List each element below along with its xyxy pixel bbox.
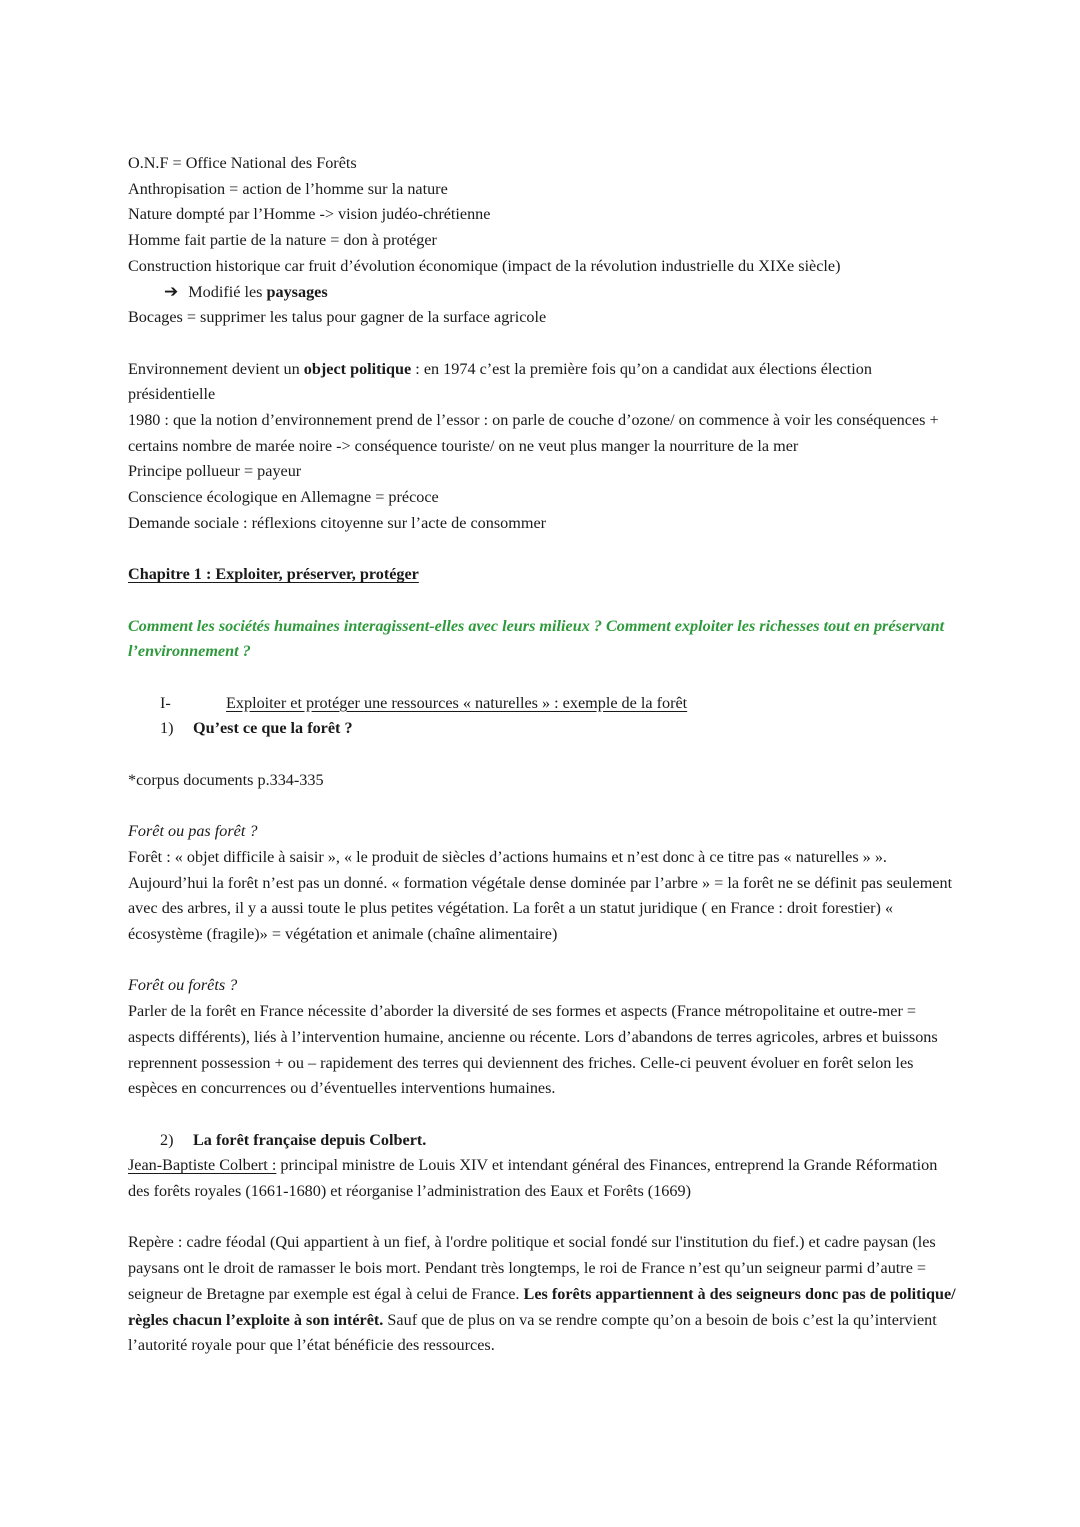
heading-foret-ou-forets-text: Forêt ou forêts ? [128,976,238,995]
politique-pollueur: Principe pollueur = payeur [128,462,302,481]
repere-text-a: Repère : cadre féodal (Qui appartient à un fief, à l'ordre politique et social fondé sur l'institution du fief.) et cadre paysan (les paysans ont le droit de ramasser le bois mort. Pendant très longtemps, le roi de France n’est qu’un seigneur parmi d’autre = seigneur de Bretagne par exemple est égal à celui de France. [128,1233,936,1303]
subsection-2-number: 2) [160,1130,174,1149]
heading-foret-ou-pas [128,819,958,845]
arrow-line [128,280,958,306]
corpus-reference: *corpus documents p.334-335 [128,770,324,789]
paragraph-forets: Parler de la forêt en France nécessite d’aborder la diversité de ses formes et aspects (France métropolitaine et outre-mer = aspects différents), liés à l’intervention humaine, ancienne ou récente. Lors d’abandons de terres agricoles, arbres et buissons reprennent possession + ou – rapidement des terres qui deviennent des friches. Celle-ci peuvent évoluer en forêt selon les espèces en concurrences ou d’éventuelles interventions humaines. [128,1002,938,1098]
politique-1980: 1980 : que la notion d’environnement prend de l’essor : on parle de couche d’ozone/ on commence à voir les conséquences + certains nombre de marée noire -> conséquence touriste/ on ne veut plus manger la nourriture de la mer [128,411,939,455]
paragraph-repere [128,1230,958,1359]
politique-bold: object politique [303,359,412,378]
intro-line-onf: O.N.F = Office National des Forêts [128,154,357,172]
intro-line-homme: Homme fait partie de la nature = don à protéger [128,231,437,250]
arrow-line-text: Modifié les [188,282,267,301]
paragraph-colbert [128,1153,958,1204]
subsection-2-title: La forêt française depuis Colbert. [193,1130,427,1149]
heading-foret-ou-forets [128,973,958,999]
subsection-1-heading [128,716,958,742]
colbert-name: Jean-Baptiste Colbert : [128,1156,277,1175]
document-page [128,151,958,1359]
intro-line-construction: Construction historique car fruit d’évolution économique (impact de la révolution industrielle du XIXe siècle) [128,256,841,275]
chapter-question: Comment les sociétés humaines interagissent-elles avec leurs milieux ? Comment exploiter les richesses tout en préservant l’environnement ? [128,616,945,661]
subsection-1-title: Qu’est ce que la forêt ? [193,719,353,738]
section-1-title: Exploiter et protéger une ressources « naturelles » : exemple de la forêt [226,693,688,712]
chapter-title: Chapitre 1 : Exploiter, préserver, protéger [128,565,419,584]
arrow-line-bold: paysages [266,282,328,301]
heading-foret-ou-pas-text: Forêt ou pas forêt ? [128,822,258,841]
subsection-1-number: 1) [160,719,174,738]
repere-bold: Les forêts appartiennent à des seigneurs donc pas de politique/ règles chacun l’exploite à son intérêt. [128,1284,956,1329]
intro-line-bocages: Bocages = supprimer les talus pour gagner de la surface agricole [128,308,547,327]
subsection-2-heading [128,1128,958,1154]
politique-text-b: : en 1974 c’est la première fois qu’on a candidat aux élections élection présidentielle [128,359,872,404]
colbert-text: principal ministre de Louis XIV et intendant général des Finances, entreprend la Grande Réformation des forêts royales (1661-1680) et réorganise l’administration des Eaux et Forêts (1669) [128,1156,938,1200]
politique-allemagne: Conscience écologique en Allemagne = précoce [128,488,439,507]
right-arrow-icon: ➔ [164,281,179,302]
politique-demande: Demande sociale : réflexions citoyenne sur l’acte de consommer [128,513,547,532]
politique-paragraph [128,357,958,408]
intro-line-anthropisation: Anthropisation = action de l’homme sur la nature [128,179,448,198]
section-1-heading [128,691,958,717]
paragraph-foret: Forêt : « objet difficile à saisir », « le produit de siècles d’actions humains et n’est donc à ce titre pas « naturelles » ». Aujourd’hui la forêt n’est pas un donné. « formation végétale dense dominée par l’arbre » = la forêt ne se définit pas seulement avec des arbres, il y a aussi toute le plus petites végétation. La forêt a un statut juridique ( en France : droit forestier) « écosystème (fragile)» = végétation et animale (chaîne alimentaire) [128,847,953,943]
section-1-number: I- [160,693,171,712]
intro-line-nature: Nature dompté par l’Homme -> vision judéo-chrétienne [128,205,491,224]
politique-text-a: Environnement devient un [128,359,304,378]
repere-text-b: Sauf que de plus on va se rendre compte qu’on a besoin de bois c’est la qu’intervient l’autorité royale pour que l’état bénéficie des ressources. [128,1310,937,1355]
